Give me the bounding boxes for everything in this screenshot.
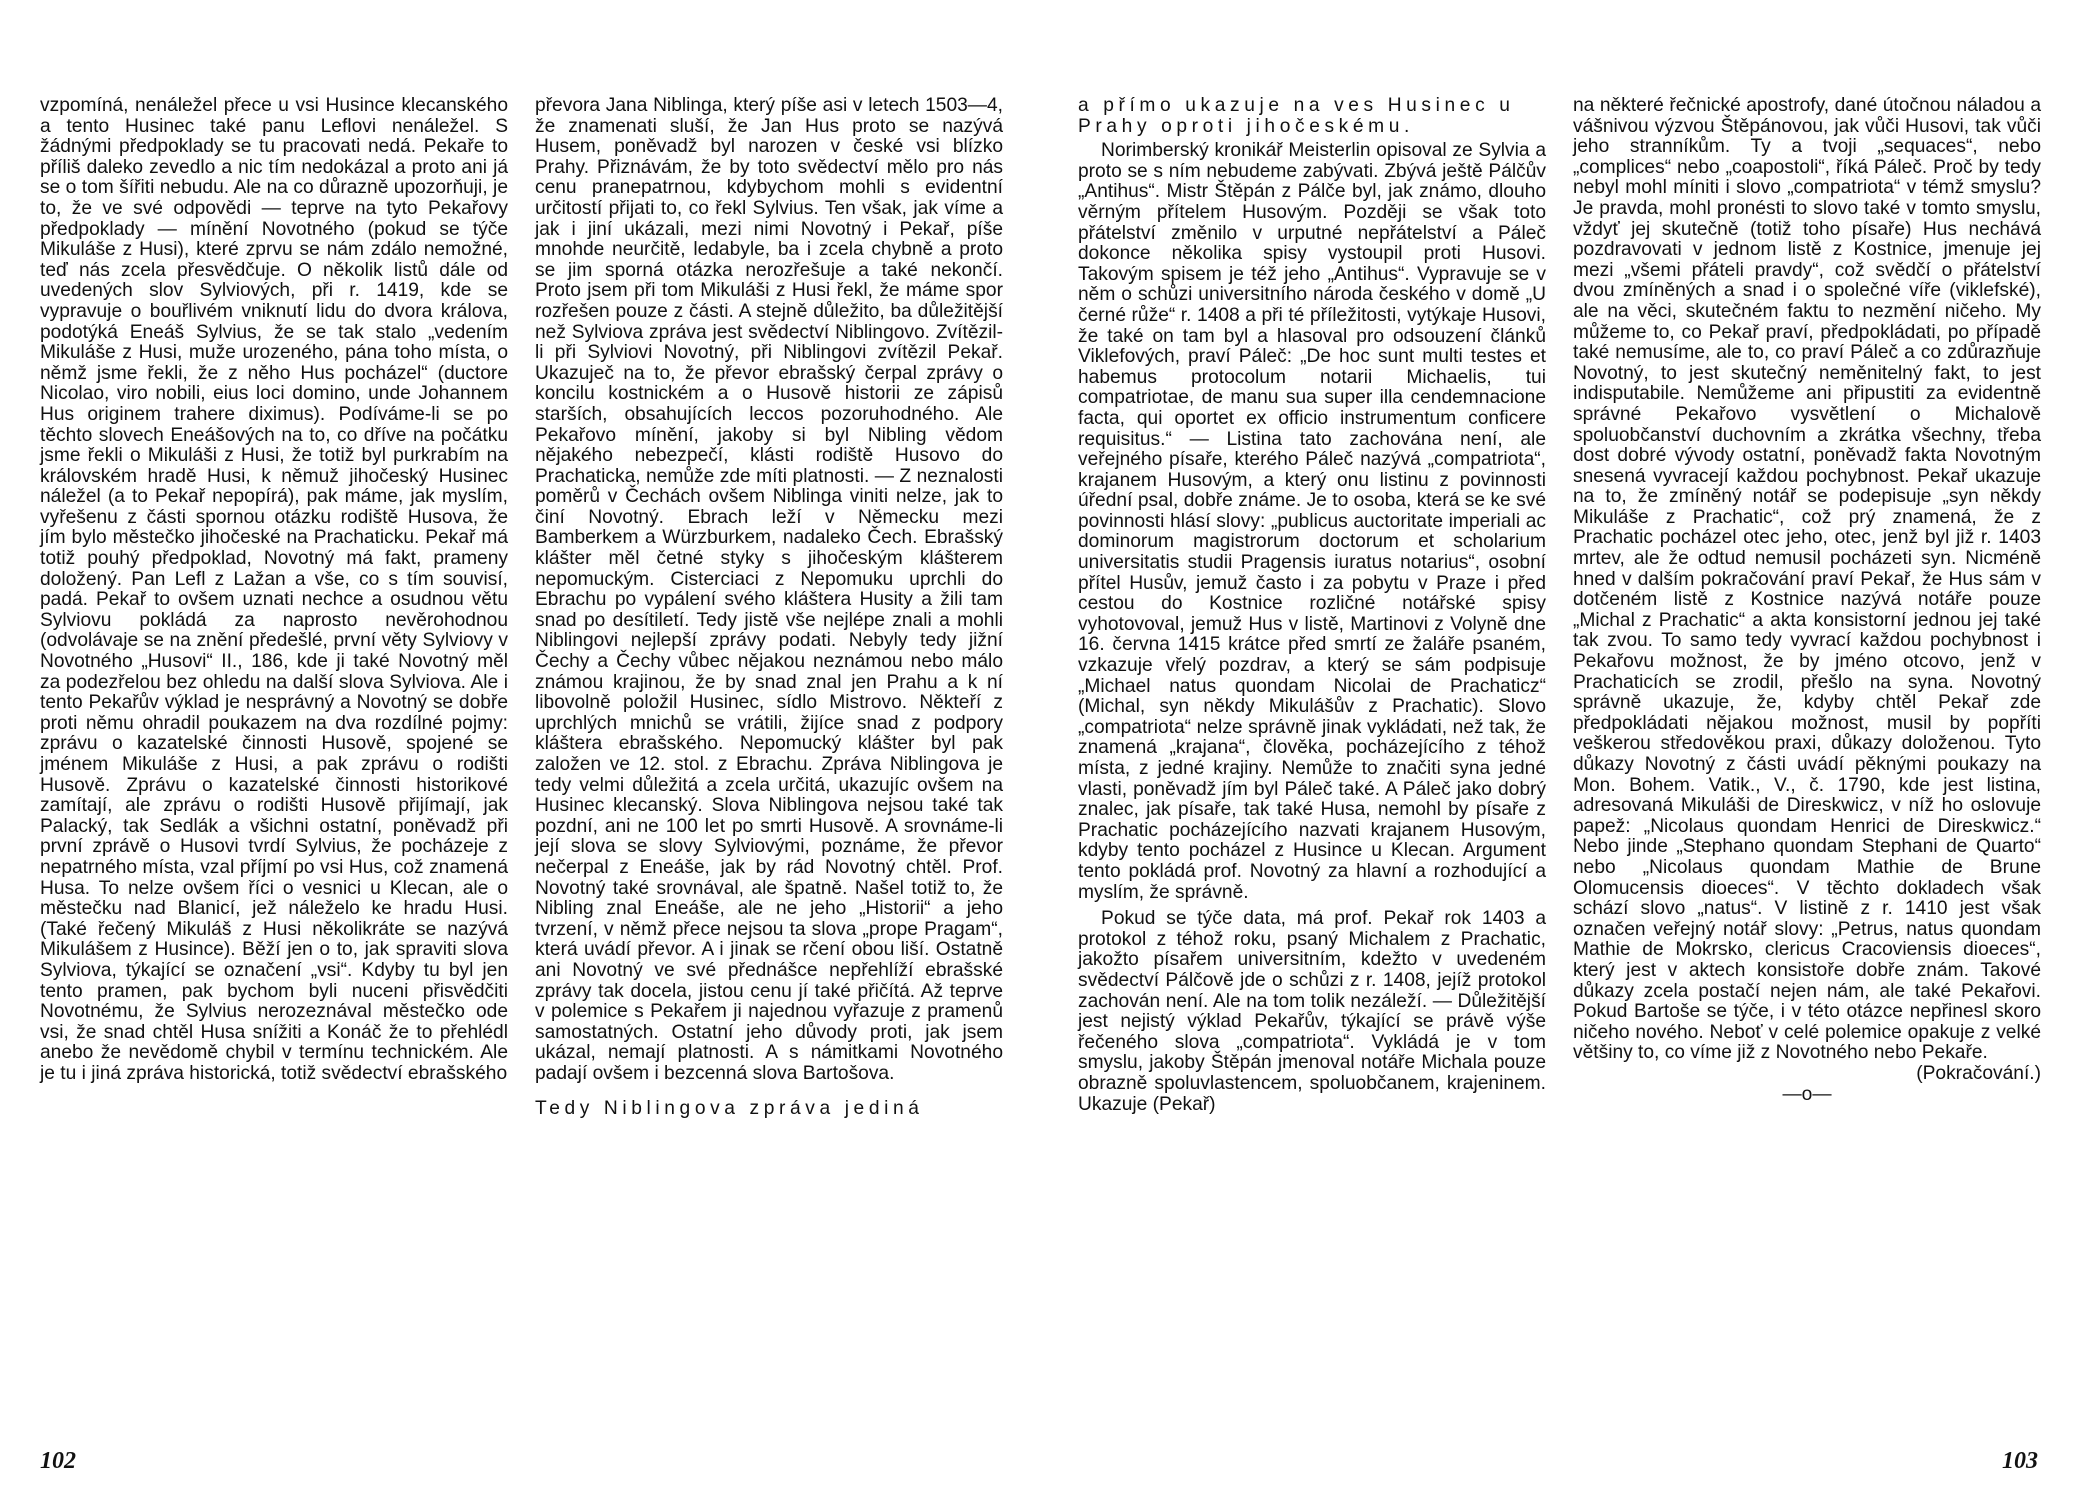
column-2 [535, 96, 1003, 1119]
paragraph: Pokud se týče data, má prof. Pekař rok 1403 a protokol z téhož roku, psaný Michalem z Prachatic, jakožto písařem universitním, kdežto v uvedeném svědectví Pálčově jde o schůzi z r. 1408, jejíž protokol zachován není. Ale na tom tolik nezáleží. — Důležitější jest nejistý výklad Pekařův, týkající se právě výše řečeného slova „compatriota“. Vykládá je v tom smyslu, jakoby Štěpán jmenoval notáře Michala pouze obrazně spoluvlastencem, spoluobčanem, krajeninem. Ukazuje (Pekař) [1078, 908, 1546, 1115]
separator: —o— [1782, 1083, 1832, 1105]
column-3 [1078, 96, 1546, 1115]
paragraph: převora Jana Niblinga, který píše asi v letech 1503—4, že znamenati sluší, že Jan Hus proto se nazývá Husem, poněvadž byl narozen v české vsi blízko Prahy. Přiznávám, že by toto svědectví mělo pro nás cenu pranepatrnou, kdybychom mohli s evidentní určitostí přijati to, co řekl Sylvius. Ten však, jak víme a jak i jiní ukázali, mezi nimi Novotný i Pekař, píše mnohde neurčitě, ledabyle, ba i zcela chybně a proto se jim sporná otázka nerozřešuje a také nekončí. Proto jsem při tom Mikuláši z Husi řekl, že máme spor rozřešen pouze z části. A stejně důležito, ba důležitější než Sylviova zpráva jest svědectví Niblingovo. Zvítězil-li při Sylviovi Novotný, při Niblingovi zvítězil Pekař. Ukazuječ na to, že převor ebrašský čerpal zprávy o koncilu kostnickém a o Husově historii ze zápisů starších, obsahujících leccos pozoruhodného. Ale Pekařovo mínění, jakoby si byl Nibling vědom nějakého nebezpečí, klásti rodiště Husovo do Prachaticka, nemůže zde míti platnosti. — Z neznalosti poměrů v Čechách ovšem Niblinga viniti nelze, jak to činí Novotný. Ebrach leží v Německu mezi Bamberkem a Würzburkem, nadaleko Čech. Ebrašský klášter měl četné styky s jihočeským klášterem nepomuckým. Cisterciaci z Nepomuku uprchli do Ebrachu po vypálení svého kláštera Husity a žili tam snad po desítiletí. Tedy jistě vše nejlépe znali a mohli Niblingovi nejlepší zprávy podati. Nebyly tedy jižní Čechy a Čechy vůbec nějakou neznámou nebo málo známou krajinou, že by snad znal jen Prahu a k ní libovolně položil Husinec, sídlo Mistrovo. Někteří z uprchlých mnichů se vrátili, žijíce snad z podpory kláštera ebrašského. Nepomucký klášter byl pak založen ve 12. stol. z Ebrachu. Zpráva Niblingova je tedy velmi důležitá a zcela určitá, ukazujíc ovšem na Husinec klecanský. Slova Niblingova nejsou také tak pozdní, ani ne 100 let po smrti Husově. A srovnáme-li její slova se slovy Sylviovými, poznáme, že převor nečerpal z Eneáše, jak by rád Novotný chtěl. Prof. Novotný také srovnával, ale špatně. Našel totiž to, že Nibling znal Eneáše, ale ne jeho „Historii“ a jeho tvrzení, v němž přece nejsou ta slova „prope Pragam“, která uvádí převor. A i jinak se rčení obou liší. Ostatně ani Novotný ve své přednášce nepřehlíží ebrašské zprávy tak docela, jistou cenu jí také přičítá. Až teprve v polemice s Pekařem ji najednou vyřazuje z pramenů samostatných. Ostatní jeho důvody proti, jak jsem ukázal, nemají platnosti. A s námitkami Novotného padají ovšem i bezcenná slova Bartošova. [535, 95, 1003, 1084]
paragraph: na některé řečnické apostrofy, dané útočnou náladou a vášnivou výzvou Štěpánovou, jak vůči Husovi, tak vůči jeho stranníkům. Ty a tvoji „sequaces“, nebo „complices“ nebo „coapostoli“, říká Páleč. Proč by tedy nebyl mohl míniti i slovo „compatriota“ v témž smyslu? Je pravda, mohl pronésti to slovo také v tomto smyslu, vždyť jej skutečně (totiž toho písaře) Hus nechává pozdravovati v jednom listě z Kostnice, jmenuje jej mezi „všemi přáteli pravdy“, což svědčí o přátelství dvou zmíněných a snad i o společné víře (viklefské), ale na věci, skutečném faktu to nezmění ničeho. My můžeme to, co Pekař praví, předpokládati, po případě také nemusíme, ale to, co praví Páleč a co zdůrazňuje Novotný, to jest skutečný neměnitelný fakt, to jest indisputabile. Nemůžeme ani připustiti za evidentně správné Pekařovo vysvětlení o Michalově spoluobčanství duchovním a zkrátka všechny, třeba dost dobré vývody ostatní, poněvadž fakta Novotným snesená vyvracejí každou pochybnost. Pekař ukazuje na to, že zmíněný notář se podepisuje „syn někdy Mikuláše z Prachatic“, což prý znamená, že z Prachatic pocházel otec jeho, otec, jenž byl již r. 1403 mrtev, ale že odtud nemusil pocházeti syn. Nicméně hned v dalším pokračování praví Pekař, že Hus sám v dotčeném listě z Kostnice nazývá notáře pouze „Michal z Prachatic“ a akta konsistorní jednou jej také tak zvou. To samo tedy vyvrací každou pochybnost i Pekařovu možnost, že by jméno otcovo, jenž v Prachaticích se zrodil, přešlo na syna. Novotný správně ukazuje, že, kdyby chtěl Pekař zde předpokládati nějakou možnost, musil by popříti veškerou středověkou praxi, důkazy doloženou. Tyto důkazy Novotný z části uvádí pěknými poukazy na Mon. Bohem. Vatik., V., č. 1790, kde jest listina, adresovaná Mikuláši de Direskwicz, v níž ho oslovuje papež: „Nicolaus quondam Henrici de Direskwicz.“ Nebo jinde „Stephano quondam Stephani de Quarto“ nebo „Nicolaus quondam Mathie de Brune Olomucensis dioeces“. V těchto dokladech však schází slovo „natus“. V listině z r. 1410 jest však označen veřejný notář slovy: „Petrus, natus quondam Mathie de Mokrsko, clericus Cracoviensis dioeces“, který jest v aktech konsistoře dobře znám. Takové důkazy zcela postačí nejen nám, ale také Pekařovi. Pokud Bartoše se týče, i v této otázce nepřinesl skoro ničeho nového. Neboť v celé polemice opakuje z velké většiny to, co víme již z Novotného nebo Pekaře. [1573, 95, 2041, 1064]
right-page [1043, 0, 2086, 1500]
column-1 [40, 96, 508, 1085]
continuation-note: (Pokračování.) [1916, 1062, 2041, 1084]
page-number-right: 103 [2002, 1448, 2038, 1474]
column-4 [1573, 96, 2041, 1105]
paragraph: Norimberský kronikář Meisterlin opisoval ze Sylvia a proto se s ním nebudeme zabývati. Zbývá ještě Pálčův „Antihus“. Mistr Štěpán z Pálče byl, jak známo, dlouho věrným přítelem Husovým. Později se však toto přátelství změnilo v urputné nepřátelství a Páleč dokonce několika spisy vystoupil proti Husovi. Takovým spisem je též jeho „Antihus“. Vypravuje se v něm o schůzi universitního národa českého v domě „U černé růže“ r. 1408 a při té příležitosti, vytýkaje Husovi, že také on tam byl a hlasoval pro odsouzení článků Viklefových, praví Páleč: „De hoc sunt multi testes et habemus protocolum notarii Michaelis, tui compatriotae, de manu sua super illa cendemnacione facta, qui oportet ex officio instrumentum conficere requisitus.“ — Listina tato zachována není, ale veřejného písaře, kterého Páleč nazývá „compatriota“, krajanem Husovým, a který onu listinu z povinnosti úřední psal, dobře známe. Je to osoba, která se ke své povinnosti hlásí slovy: „publicus auctoritate imperiali ac dominorum magistrorum doctorum et scholarium universitatis studii Pragensis iuratus notarius“, osobní přítel Husův, jemuž často i za pobytu v Praze i před cestou do Kostnice rozličné notářské spisy vyhotovoval, jemuž Hus v listě, Martinovi z Volyně dne 16. června 1415 krátce před smrtí ze žaláře psaném, vzkazuje vřelý pozdrav, a který se sám podpisuje „Michael natus quondam Nicolai de Prachaticz“ (Michal, syn někdy Mikulášův z Prachatic). Slovo „compatriota“ nelze správně jinak vykládati, než tak, že znamená „krajana“, člověka, pocházejícího z téhož místa, z jedné krajiny. Nemůže to značiti syna jedné vlasti, poněvadž jím byl Páleč také. A Páleč jako dobrý znalec, jak písaře, tak také Husa, nemohl by písaře z Prachatic pocházejícího nazvati krajanem Husovým, kdyby tento pocházel z Husince u Klecan. Argument tento pokládá prof. Novotný za hlavní a rozhodující a myslím, že správně. [1078, 140, 1546, 903]
paragraph-lead: a přímo ukazuje na ves Husinec u Prahy oproti jihočeskému. [1078, 95, 1515, 137]
page-number-left: 102 [40, 1448, 76, 1474]
paragraph-continued: Tedy Niblingova zpráva jediná [535, 1097, 924, 1119]
paragraph: vzpomíná, nenáležel přece u vsi Husince klecanského a tento Husinec také panu Leflovi nenáležel. S žádnými předpoklady se tu pracovati nedá. Pekaře to příliš daleko zevedlo a nic tím nedokázal a proto ani já se o tom šířiti nebudu. Ale na co důrazně upozorňuji, je to, že ve své odpovědi — teprve na tyto Pekařovy předpoklady — mínění Novotného (pokud se týče Mikuláše z Husi), které zprvu se nám zdálo nemožné, teď nás zcela přesvědčuje. O několik listů dále od uvedených slov Sylviových, při r. 1419, kde se vypravuje o bouřlivém vniknutí lidu do dvora králova, podotýká Eneáš Sylvius, že se tak stalo „vedením Mikuláše z Husi, muže urozeného, pána toho místa, o němž jsme řekli, že z něho Hus pocházel“ (ductore Nicolao, viro nobili, eius loci domino, unde Johannem Hus originem trahere diximus). Podíváme-li se po těchto slovech Eneášových na to, co dříve na počátku jsme řekli o Mikuláši z Husi, že totiž byl purkrabím na královském hradě Husi, k němuž jihočeský Husinec náležel (a to Pekař nepopírá), pak máme, jak myslím, vyřešenu z části spornou otázku rodiště Husova, že jím bylo městečko jihočeské na Prachaticku. Pekař má totiž pouhý předpoklad, Novotný má fakt, prameny doložený. Pan Lefl z Lažan a vše, co s tím souvisí, padá. Pekař to ovšem uznati nechce a osudnou větu Sylviovu pokládá za naprosto nevěrohodnou (odvolávaje se na znění předešlé, první věty Sylviovy v Novotného „Husovi“ II., 186, kde ji také Novotný měl za podezřelou bez ohledu na další slova Sylviova. Ale i tento Pekařův výklad je nesprávný a Novotný se dobře proti němu ohradil poukazem na dva rozdílné pojmy: zprávu o kazatelské činnosti Husově, spojené se jménem Mikuláše z Husi, a pak zprávu o rodišti Husově. Zprávu o kazatelské činnosti historikové zamítají, ale zprávu o rodišti Husově přijímají, jak Palacký, tak Sedlák a všichni ostatní, poněvadž při první zprávě o Husovi tvrdí Sylvius, že pocházeje z nepatrného místa, vzal příjmí po vsi Hus, což znamená Husa. To nelze ovšem říci o vesnici u Klecan, ale o městečku nad Blanicí, jež náleželo ke hradu Husi. (Také řečený Mikuláš z Husi několikráte se nazývá Mikulášem z Husince). Běží jen o to, jak spraviti slova Sylviova, týkající se označení „vsi“. Kdyby tu byl jen tento pramen, pak bychom byli nuceni přisvědčiti Novotnému, že Sylvius nerozeznával městečko ode vsi, že snad chtěl Husa snížiti a Konáč že to přehlédl anebo že nevědomě chybil v termínu technickém. Ale je tu i jiná zpráva historická, totiž svědectví ebrašského [40, 95, 508, 1084]
